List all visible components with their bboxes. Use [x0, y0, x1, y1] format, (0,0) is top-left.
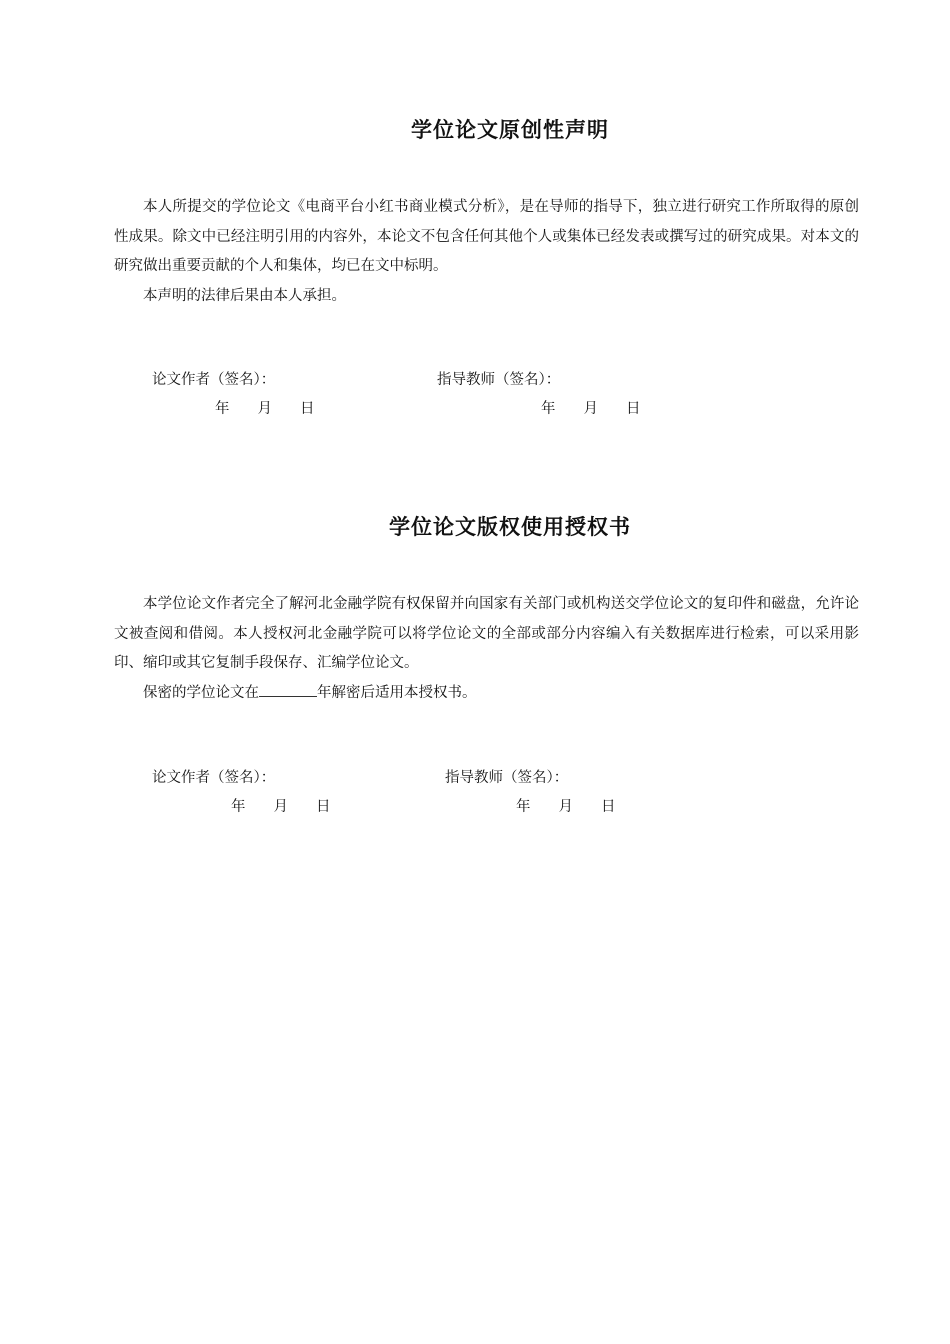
date-day: 日	[601, 799, 616, 815]
declaration-paragraph-1: 本人所提交的学位论文《电商平台小红书商业模式分析》，是在导师的指导下，独立进行研究工作所取得的原创性成果。除文中已经注明引用的内容外，本论文不包含任何其他个人或集体已经发表或撰写过的研究成果。对本文的研究做出重要贡献的个人和集体，均已在文中标明。	[114, 199, 859, 274]
authorization-body	[114, 590, 859, 708]
date-month: 月	[583, 401, 598, 417]
declaration-paragraph-2: 本声明的法律后果由本人承担。	[143, 287, 346, 304]
declaration-title: 学位论文原创性声明	[411, 118, 609, 142]
authorization-author-date	[231, 795, 331, 816]
date-year: 年	[541, 401, 556, 417]
date-day: 日	[316, 799, 331, 815]
date-year: 年	[516, 799, 531, 815]
authorization-advisor-date	[516, 795, 616, 816]
date-day: 日	[626, 401, 641, 417]
secret-year-blank[interactable]	[259, 682, 317, 697]
authorization-secret-line	[114, 679, 859, 709]
authorization-title: 学位论文版权使用授权书	[389, 515, 631, 539]
date-year: 年	[231, 799, 246, 815]
declaration-advisor-date	[541, 397, 641, 418]
date-month: 月	[257, 401, 272, 417]
date-year: 年	[215, 401, 230, 417]
declaration-advisor-signature: 指导教师（签名）：	[437, 372, 561, 388]
date-month: 月	[273, 799, 288, 815]
authorization-paragraph-1: 本学位论文作者完全了解河北金融学院有权保留并向国家有关部门或机构送交学位论文的复印件和磁盘，允许论文被查阅和借阅。本人授权河北金融学院可以将学位论文的全部或部分内容编入有关数据库进行检索，可以采用影印、缩印或其它复制手段保存、汇编学位论文。	[114, 596, 859, 671]
declaration-author-date	[215, 397, 315, 418]
date-month: 月	[558, 799, 573, 815]
secret-suffix: 年解密后适用本授权书。	[317, 684, 477, 701]
authorization-advisor-signature: 指导教师（签名）：	[445, 770, 569, 786]
secret-prefix: 保密的学位论文在	[143, 684, 259, 701]
date-day: 日	[300, 401, 315, 417]
declaration-body	[114, 193, 859, 311]
declaration-author-signature: 论文作者（签名）：	[152, 372, 276, 388]
authorization-author-signature: 论文作者（签名）：	[152, 770, 276, 786]
